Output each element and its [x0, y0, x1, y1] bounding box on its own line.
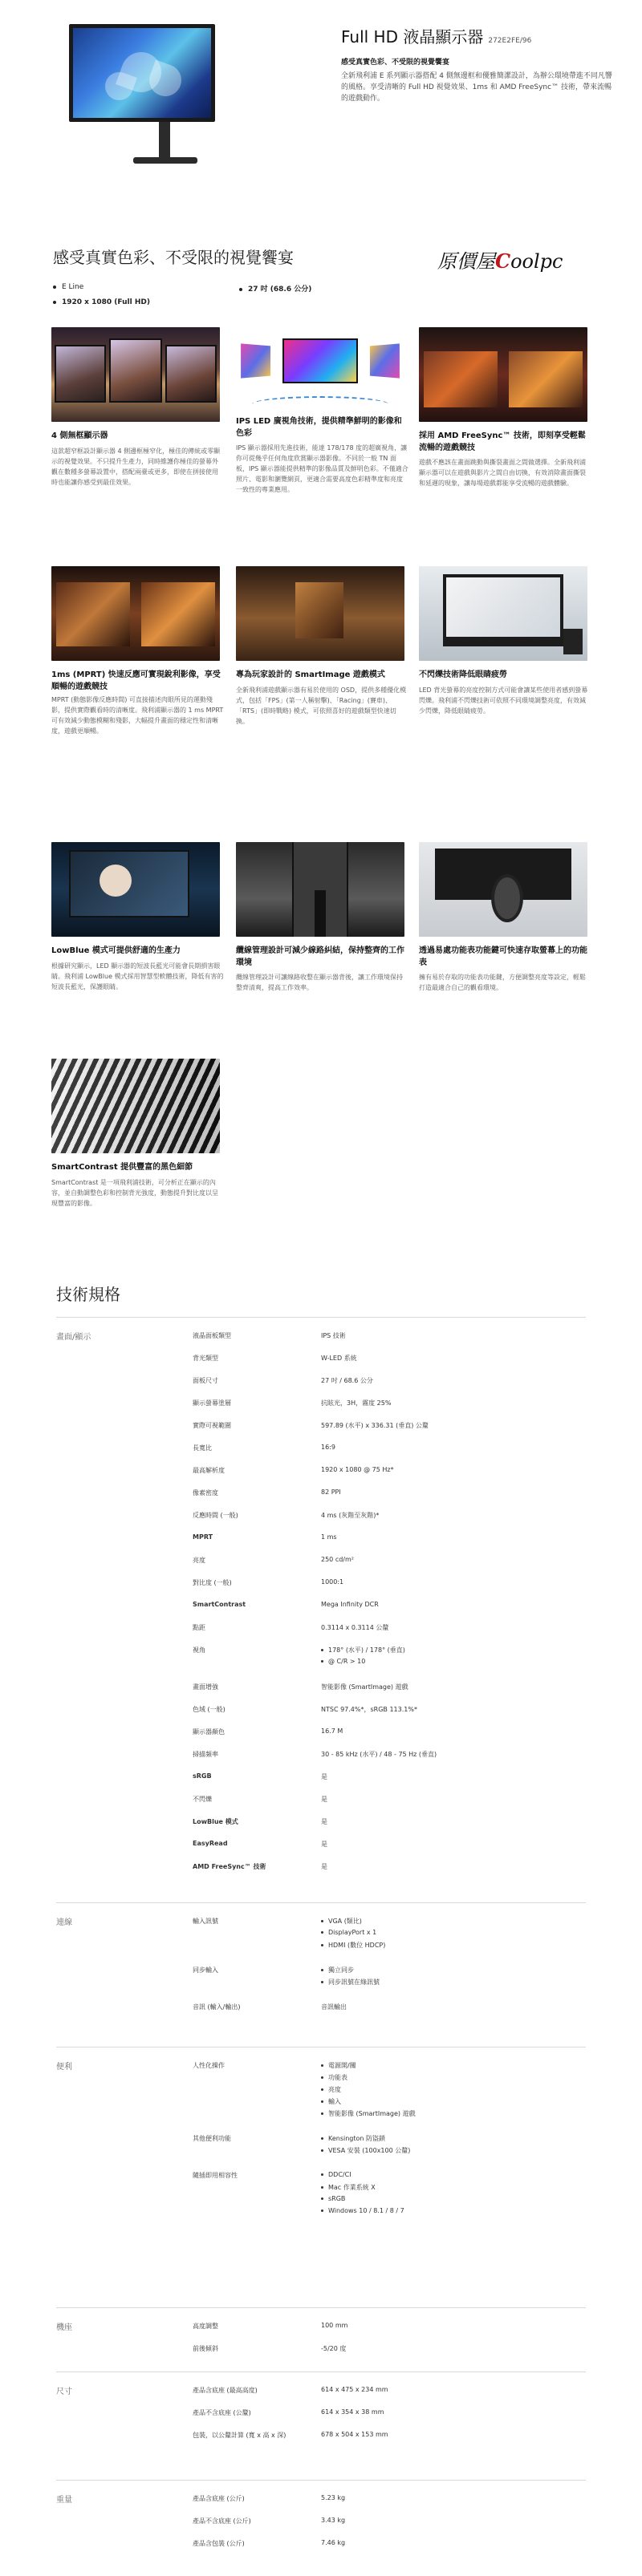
- feature-desc-lowblue: 根據研究顯示，LED 顯示器的短波長藍光可能會長期損害眼睛。飛利浦 LowBlue 模式採用智慧型軟體技術，降低有害的短波長藍光，保護眼睛。: [51, 962, 224, 990]
- spec-category-display: 畫面/顯示: [56, 1333, 91, 1342]
- spec-label: 最高解析度: [193, 1467, 225, 1474]
- spec-label: 面板尺寸: [193, 1377, 218, 1384]
- spec-label: 隨插即用相容性: [193, 2172, 238, 2179]
- feature-title-freesync: 採用 AMD FreeSync™ 技術，即刻享受輕鬆流暢的遊戲競技: [419, 431, 586, 452]
- spec-value: 1920 x 1080 @ 75 Hz*: [321, 1466, 394, 1473]
- feature-desc-smartimage: 全新飛利浦遊戲顯示器有易於使用的 OSD，提供多種優化模式，包括「FPS」(第一人稱射擊)、「Racing」(賽車)、「RTS」(即時戰略) 模式，可依照喜好的遊戲類型快速切換。: [236, 687, 407, 725]
- feature-desc-ips: IPS 顯示器採用先進技術，能達 178/178 度的超廣視角，讓你可從幾乎任何角度欣賞顯示器影像。不同於一般 TN 面板，IPS 顯示器能提供精準的影像品質及鮮明色彩。不僅適合照片、電影和瀏覽網頁，更適合需要高度色彩精準度和亮度一致性的專業應用。: [236, 444, 408, 493]
- specs-heading: 技術規格: [56, 1285, 120, 1304]
- feature-image-mprt: [51, 566, 220, 661]
- spec-label: 人性化操作: [193, 2062, 225, 2069]
- feature-title-flicker-free: 不閃爍技術降低眼睛疲勞: [419, 670, 507, 679]
- spec-value: VGA (類比): [321, 1917, 362, 1926]
- feature-image-lowblue: [51, 842, 220, 937]
- spec-label: 掃描頻率: [193, 1751, 218, 1758]
- spec-value: 同步訊號在綠訊號: [321, 1978, 380, 1987]
- spec-label: 實際可視範圍: [193, 1422, 231, 1429]
- spec-value: Mac 作業系統 X: [321, 2183, 376, 2192]
- spec-label: AMD FreeSync™ 技術: [193, 1863, 266, 1870]
- feature-title-smartcontrast: SmartContrast 提供豐富的黑色細節: [51, 1163, 193, 1172]
- spec-value: 16.7 M: [321, 1727, 343, 1735]
- spec-label: 產品含底座 (公斤): [193, 2495, 245, 2502]
- feature-image-cable-management: [236, 842, 404, 937]
- spec-label: 其他便利功能: [193, 2135, 231, 2142]
- spec-label: 顯示器顏色: [193, 1728, 225, 1736]
- spec-label: 顯示螢幕塗層: [193, 1399, 231, 1407]
- spec-value: 是: [321, 1796, 327, 1803]
- spec-value: 178° (水平) / 178° (垂直): [321, 1646, 405, 1655]
- spec-label: 亮度: [193, 1557, 205, 1564]
- feature-title-cable-management: 纜線管理設計可減少線路糾結，保持整齊的工作環境: [236, 946, 404, 967]
- feature-desc-flicker-free: LED 背光螢幕的亮度控制方式可能會讓某些使用者感到螢幕閃爍。飛利浦不閃爍技術可依照不同環境調整亮度，有效減少閃爍，降低眼睛疲勞。: [419, 687, 588, 715]
- spec-category-stand: 機座: [56, 2323, 72, 2332]
- product-subtitle: 感受真實色彩、不受限的視覺饗宴: [341, 59, 450, 67]
- spec-value: W-LED 系統: [321, 1355, 357, 1362]
- spec-label: sRGB: [193, 1772, 212, 1780]
- feature-image-borderless: [51, 327, 220, 422]
- spec-value: 614 x 354 x 38 mm: [321, 2408, 384, 2416]
- spec-value: 4 ms (灰階至灰階)*: [321, 1512, 380, 1519]
- spec-value: 抗眩光，3H，霧度 25%: [321, 1399, 392, 1407]
- feature-title-borderless: 4 側無框顯示器: [51, 431, 108, 440]
- spec-value: 0.3114 x 0.3114 公釐: [321, 1624, 389, 1631]
- spec-label: 產品不含底座 (公釐): [193, 2409, 251, 2416]
- spec-value: Kensington 防盜鎖: [321, 2134, 385, 2143]
- spec-label: SmartContrast: [193, 1601, 246, 1608]
- spec-value: 亮度: [321, 2085, 341, 2094]
- spec-label: 輸入訊號: [193, 1918, 218, 1925]
- spec-value: Windows 10 / 8.1 / 8 / 7: [321, 2207, 404, 2214]
- coolpc-logo: 原價屋Coolpc: [437, 249, 563, 273]
- spec-separator: [56, 2371, 586, 2372]
- spec-value: -5/20 度: [321, 2345, 347, 2352]
- spec-value: 是: [321, 1818, 327, 1825]
- spec-label: 高度調整: [193, 2323, 218, 2330]
- spec-label: 色域 (一般): [193, 1706, 226, 1713]
- spec-label: 反應時間 (一般): [193, 1512, 238, 1519]
- feature-title-menu-key: 透過易處功能表功能鍵可快速存取螢幕上的功能表: [419, 946, 587, 967]
- feature-title-ips: IPS LED 廣視角技術，提供精準鮮明的影像和色彩: [236, 417, 402, 438]
- spec-label: 畫面增強: [193, 1683, 218, 1691]
- feature-image-ips: [236, 327, 404, 422]
- spec-label: 點距: [193, 1624, 205, 1631]
- spec-value: 1 ms: [321, 1533, 337, 1541]
- spec-value: @ C/R > 10: [321, 1658, 365, 1665]
- feature-desc-freesync: 遊戲不應該在畫面跳動與撕裂畫面之間做選擇。全新飛利浦顯示器可以在遊戲與影片之間自由切換，有效消除畫面撕裂和延遲的現象，讓每場遊戲都能享受流暢的遊戲體驗。: [419, 459, 586, 487]
- hero-monitor-image: [64, 19, 221, 172]
- spec-value: 是: [321, 1863, 327, 1870]
- spec-value: 獨立同步: [321, 1966, 354, 1975]
- spec-value: 16:9: [321, 1444, 335, 1451]
- spec-value: 100 mm: [321, 2322, 348, 2329]
- spec-label: 像素密度: [193, 1489, 218, 1497]
- feature-desc-smartcontrast: SmartContrast 是一項飛利浦技術，可分析正在顯示的內容，並自動調整色彩和控制背光強度，動態提升對比度以呈現豐富的影像。: [51, 1179, 218, 1207]
- spec-value: Mega Infinity DCR: [321, 1601, 379, 1608]
- spec-value: 3.43 kg: [321, 2517, 346, 2524]
- spec-separator: [56, 1902, 586, 1903]
- spec-value: 是: [321, 1841, 327, 1848]
- product-description: 全新飛利浦 E 系列顯示器搭配 4 側無邊框和優雅簡潔設計，為辦公環境帶進不同凡響的風格。享受清晰的 Full HD 視覺效果、1ms 和 AMD FreeSync™ 技術，帶來流暢的遊戲動作。: [341, 72, 612, 103]
- spec-value: 音訊輸出: [321, 2003, 347, 2011]
- spec-value: DisplayPort x 1: [321, 1929, 376, 1936]
- spec-label: 包裝，以公釐計算 (寬 x 高 x 深): [193, 2432, 286, 2439]
- spec-value: 電源開/關: [321, 2061, 356, 2070]
- product-title: Full HD 液晶顯示器 272E2FE/96: [341, 27, 532, 47]
- spec-label: EasyRead: [193, 1840, 228, 1847]
- spec-value: 7.46 kg: [321, 2539, 346, 2546]
- spec-label: 對比度 (一般): [193, 1579, 232, 1586]
- spec-separator: [56, 2307, 586, 2308]
- spec-value: sRGB: [321, 2195, 345, 2202]
- spec-value: 27 吋 / 68.6 公分: [321, 1377, 373, 1384]
- spec-value: 82 PPI: [321, 1488, 341, 1496]
- spec-value: 5.23 kg: [321, 2494, 346, 2501]
- spec-label: LowBlue 模式: [193, 1818, 238, 1825]
- spec-label: 產品不含底座 (公斤): [193, 2517, 251, 2525]
- spec-category-convenience: 便利: [56, 2063, 72, 2072]
- spec-label: 視角: [193, 1646, 205, 1654]
- spec-separator: [56, 2480, 586, 2481]
- spec-label: 產品含包裝 (公斤): [193, 2540, 245, 2547]
- feature-desc-menu-key: 擁有易於存取的功能表功能鍵，方便調整亮度等設定，輕鬆打造最適合自己的觀看環境。: [419, 974, 586, 991]
- spec-value: 1000:1: [321, 1578, 344, 1586]
- spec-value: IPS 技術: [321, 1332, 346, 1339]
- spec-value: 智能影像 (SmartImage) 遊戲: [321, 2109, 416, 2118]
- spec-value: VESA 安裝 (100x100 公釐): [321, 2146, 410, 2155]
- spec-category-weight: 重量: [56, 2496, 72, 2505]
- feature-image-smartimage: [236, 566, 404, 661]
- spec-value: 614 x 475 x 234 mm: [321, 2386, 388, 2393]
- spec-value: 智能影像 (SmartImage) 遊戲: [321, 1683, 408, 1691]
- feature-image-freesync: [419, 327, 587, 422]
- spec-value: 250 cd/m²: [321, 1556, 354, 1563]
- spec-value: 是: [321, 1773, 327, 1780]
- feature-title-mprt: 1ms (MPRT) 快速反應可實現銳利影像，享受順暢的遊戲競技: [51, 670, 221, 691]
- feature-image-flicker-free: [419, 566, 587, 661]
- feature-desc-mprt: MPRT (動態影像反應時間) 可直接描述肉眼所見的運動殘影，提供實際觀看時的清晰度。飛利浦顯示器的 1 ms MPRT 可有效減少動態模糊和殘影，大幅提升畫面的穩定性和清晰度，遊戲更順暢。: [51, 696, 224, 735]
- spec-label: 不閃爍: [193, 1796, 212, 1803]
- spec-value: HDMI (數位 HDCP): [321, 1941, 385, 1950]
- page-headline: 感受真實色彩、不受限的視覺饗宴: [53, 248, 294, 267]
- spec-label: MPRT: [193, 1533, 213, 1541]
- key-spec-size: 27 吋 (68.6 公分): [239, 283, 311, 294]
- feature-image-smartcontrast: [51, 1059, 220, 1153]
- feature-desc-cable-management: 纜線管理設計可讓線路收整在顯示器背後，讓工作環境保持整齊清爽，提高工作效率。: [236, 974, 403, 991]
- spec-value: 功能表: [321, 2073, 347, 2082]
- spec-label: 音訊 (輸入/輸出): [193, 2003, 241, 2011]
- spec-category-dimensions: 尺寸: [56, 2388, 72, 2396]
- spec-value: 30 - 85 kHz (水平) / 48 - 75 Hz (垂直): [321, 1751, 437, 1758]
- spec-label: 同步輸入: [193, 1966, 218, 1974]
- feature-title-smartimage: 專為玩家設計的 SmartImage 遊戲模式: [236, 670, 385, 679]
- product-model: 272E2FE/96: [488, 37, 532, 45]
- spec-value: 輸入: [321, 2097, 341, 2106]
- key-spec-line: E Line: [53, 283, 83, 291]
- spec-label: 產品含底座 (最高高度): [193, 2387, 258, 2394]
- feature-desc-borderless: 這款超窄框設計顯示器 4 側邊框極窄化，極佳的傳統或零顯示的視覺效果。不只提升生產力，同時維護你極佳的螢幕外觀在數種多螢幕設置中，搭配兩臺或更多，即使在拼接使用時也能讓你感受到最佳效果。: [51, 448, 221, 486]
- spec-label: 前後傾斜: [193, 2345, 218, 2352]
- spec-value: 678 x 504 x 153 mm: [321, 2431, 388, 2438]
- key-spec-resolution: 1920 x 1080 (Full HD): [53, 298, 150, 306]
- spec-value: DDC/CI: [321, 2171, 351, 2178]
- spec-category-connectivity: 連線: [56, 1918, 72, 1927]
- spec-separator: [56, 1317, 586, 1318]
- feature-image-menu-key: [419, 842, 587, 937]
- feature-title-lowblue: LowBlue 模式可提供舒適的生產力: [51, 946, 181, 955]
- spec-label: 液晶面板類型: [193, 1332, 231, 1339]
- spec-label: 背光類型: [193, 1355, 218, 1362]
- spec-value: NTSC 97.4%*，sRGB 113.1%*: [321, 1706, 417, 1713]
- spec-label: 長寬比: [193, 1444, 212, 1452]
- spec-value: 597.89 (水平) x 336.31 (垂直) 公釐: [321, 1422, 429, 1429]
